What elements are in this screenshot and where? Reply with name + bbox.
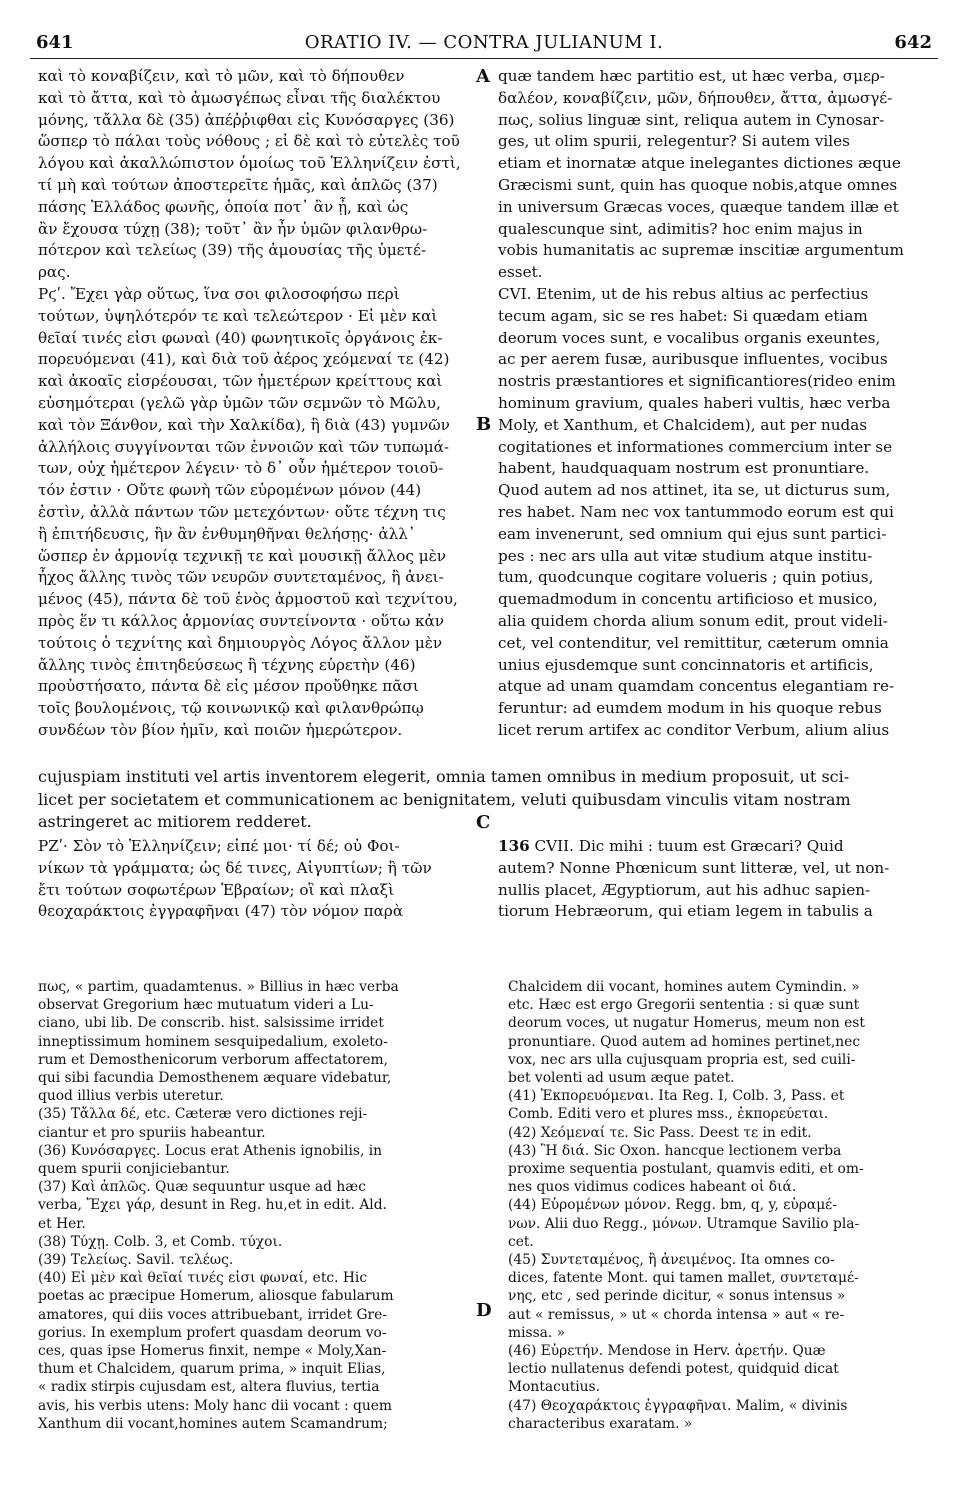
- latin-text-section-1: quæ tandem hæc partitio est, ut hæc verba, σμερ- δαλέον, κοναβίζειν, μῶν, δήπουθεν, ἄττα, ἀμωσγέ- πως, solius linguæ sint, reliqua autem in Cynosar- ges, ut olim spurii, relegentur? Si autem viles etiam et inornatæ atque inelegantes dictiones æque Græcismi sunt, quin has quoque nobis,atque omnes in universum Græcas voces, quæque tandem illæ et qualescunque sint, adimitis? hoc enim majus in vobis humanitatis ac supremæ inscitiæ argumentum esset. CVI. Etenim, ut de his rebus altius ac perfectius tecum agam, sic se res habet: Si quædam etiam deorum voces sunt, e vocalibus organis exeuntes, ac per aerem fusæ, auribusque influentes, vocibus nostris præstantiores et significantiores(rideo enim hominum gravium, quales haberi vultis, hæc verba Moly, et Xanthum, et Chalcidem), aut per nudas cogitationes et informationes commercium inter se habent, haudquaquam nostrum est pronuntiare. Quod autem ad nos attinet, ita se, ut dicturus sum, res habet. Nam nec vox tantummodo eorum est qui eam invenerunt, sed omnium qui ejus sunt partici- pes : nec ars ulla aut vitæ studium atque institu- tum, quodcunque cogitare volueris ; quin potius, quemadmodum in concentu artificioso et musico, alia quidem chorda alium sonum edit, prout videli- cet, vel contenditur, vel remittitur, cæterum omnia unius ejusdemque sunt concinnatoris et artificis, atque ad unam quamdam concentus elegantiam re- feruntur: ad eumdem modum in his quoque rebus licet rerum artifex ac conditor Verbum, alium alius: [498, 67, 904, 739]
- margin-letter-a: A: [476, 66, 490, 87]
- column-number: 136: [498, 837, 530, 855]
- latin-text-section-2-body: CVII. Dic mihi : tuum est Græcari? Quid autem? Nonne Phœnicum sunt litteræ, vel, ut non- nullis placet, Ægyptiorum, aut his adhuc sapien- tiorum Hebræorum, qui etiam legem in tabulis a: [498, 837, 890, 921]
- latin-text-section-2: [498, 836, 936, 923]
- footnotes-left-column: πως, « partim, quadamtenus. » Billius in hæc verba observat Gregorium hæc mutuatum videri a Lu- ciano, ubi lib. De conscrib. hist. salsissime irridet inneptissimum hominem sesquipedalium, exoleto- rum et Demosthenicorum verborum affectatorem, qui sibi facundia Demosthenem æquare videbatur, quod illius verbis uteretur. (35) Τἄλλα δέ, etc. Cæteræ vero dictiones reji- ciantur et pro spuriis habeantur. (36) Κυνόσαργες. Locus erat Athenis ignobilis, in quem spurii conjiciebantur. (37) Καὶ ἁπλῶς. Quæ sequuntur usque ad hæc verba, Ἔχει γάρ, desunt in Reg. hu,et in edit. Ald. et Her. (38) Τύχῃ. Colb. 3, et Comb. τύχοι. (39) Τελείως. Savil. τελέως. (40) Εἰ μὲν καὶ θεῖαί τινές εἰσι φωναί, etc. Hic poetas ac præcipue Homerum, aliosque fabularum amatores, qui diis voces attribuebant, irridet Gre- gorius. In exemplum profert quasdam deorum vo- ces, quas ipse Homerus finxit, nempe « Moly,Xan- thum et Chalcidem, quarum prima, » inquit Elias, « radix stirpis cujusdam est, altera fluvius, tertia avis, his verbis utens: Moly hanc dii vocant : quem Xanthum dii vocant,homines autem Scamandrum;: [38, 979, 399, 1432]
- latin-full-width-continuation: cujuspiam instituti vel artis inventorem elegerit, omnia tamen omnibus in medium proposuit, ut sci- licet per societatem et communicationem ac benignitatem, veluti quibusdam vinculis vitam nostram astringeret ac mitiorem redderet.: [38, 767, 851, 831]
- margin-letter-b: B: [476, 414, 492, 435]
- page-header: [30, 32, 938, 59]
- footnotes-right-column: Chalcidem dii vocant, homines autem Cymindin. » etc. Hæc est ergo Gregorii sententia : si quæ sunt deorum voces, ut nugatur Homerus, meum non est pronuntiare. Quod autem ad homines pertinet,nec vox, nec ars ulla cujusquam propria est, sed cuili- bet volenti ad usum æque patet. (41) Ἐκπορευόμεναι. Ita Reg. I, Colb. 3, Pass. et Comb. Editi vero et plures mss., ἐκπορεύεται. (42) Χεόμεναί τε. Sic Pass. Deest τε in edit. (43) Ἢ διά. Sic Oxon. hancque lectionem verba proxime sequentia postulant, quamvis editi, et om- nes quos vidimus codices habeant οἱ διά. (44) Εὑρομένων μόνον. Regg. bm, q, y, εὑραμέ- νων. Alii duo Regg., μόνων. Utramque Savilio pla- cet. (45) Συντεταμένος, ἢ ἀνειμένος. Ita omnes co- dices, fatente Mont. qui tamen mallet, συντεταμέ- νης, etc , sed perinde dicitur, « sonus intensus » aut « remissus, » ut « chorda intensa » aut « re- missa. » (46) Εὑρετήν. Mendose in Herv. ἀρετήν. Quæ lectio nullatenus defendi potest, quidquid dicat Montacutius. (47) Θεοχαράκτοις ἐγγραφῆναι. Malim, « divinis characteribus exaratam. »: [508, 979, 865, 1432]
- page-number-right: 642: [894, 32, 932, 53]
- margin-letter-c: C: [476, 812, 491, 833]
- page-number-left: 641: [36, 32, 74, 53]
- greek-text-section-2: ΡΖʹ· Σὸν τὸ Ἑλληνίζειν; εἰπέ μοι· τί δέ; οὐ Φοι- νίκων τὰ γράμματα; ὡς δέ τινες, Αἰγυπτίων; ἢ τῶν ἔτι τούτων σοφωτέρων Ἑβραίων; οἳ καὶ πλαξὶ θεοχαράκτοις ἐγγραφῆναι (47) τὸν νόμον παρὰ: [38, 837, 432, 921]
- margin-letter-d: D: [476, 1300, 492, 1321]
- greek-text-section-1: καὶ τὸ κοναβίζειν, καὶ τὸ μῶν, καὶ τὸ δήπουθεν καὶ τὸ ἄττα, καὶ τὸ ἀμωσγέπως εἶναι τῆς διαλέκτου μόνης, τἄλλα δὲ (35) ἀπέῤῥιφθαι εἰς Κυνόσαργες (36) ὥσπερ τὸ πάλαι τοὺς νόθους ; εἰ δὲ καὶ τὸ εὐτελὲς τοῦ λόγου καὶ ἀκαλλώπιστον ὁμοίως τοῦ Ἑλληνίζειν ἐστὶ, τί μὴ καὶ τούτων ἀποστερεῖτε ἡμᾶς, καὶ ἁπλῶς (37) πάσης Ἑλλάδος φωνῆς, ὁποία ποτ᾽ ἂν ᾖ, καὶ ὡς ἂν ἔχουσα τύχῃ (38); τοῦτ᾽ ἂν ἦν ὑμῶν φιλανθρω- πότερον καὶ τελείως (39) τῆς ἀμουσίας τῆς ὑμετέ- ρας. Ρϛʹ. Ἔχει γὰρ οὕτως, ἵνα σοι φιλοσοφήσω περὶ τούτων, ὑψηλότερόν τε καὶ τελεώτερον · Εἰ μὲν καὶ θεῖαί τινές εἰσι φωναὶ (40) φωνητικοῖς ὀργάνοις ἐκ- πορευόμεναι (41), καὶ διὰ τοῦ ἀέρος χεόμεναί τε (42) καὶ ἀκοαῖς εἰσρέουσαι, τῶν ἡμετέρων κρείττους καὶ εὐσημότεραι (γελῶ γὰρ ὑμῶν τῶν σεμνῶν τὸ Μῶλυ, καὶ τὸν Ξάνθον, καὶ τὴν Χαλκίδα), ἢ διὰ (43) γυμνῶν ἀλλήλοις συγγίνονται τῶν ἐννοιῶν καὶ τῶν τυπωμά- των, οὐχ ἡμέτερον λέγειν· τὸ δ᾽ οὖν ἡμέτερον τοιοῦ- τόν ἐστιν · Οὔτε φωνὴ τῶν εὑρομένων μόνον (44) ἐστὶν, ἀλλὰ πάντων τῶν μετεχόντων· οὔτε τέχνη τις ἢ ἐπιτήδευσις, ἣν ἂν ἐνθυμηθῆναι θελήσῃς· ἀλλ᾽ ὥσπερ ἐν ἁρμονίᾳ τεχνικῇ τε καὶ μουσικῇ ἄλλος μὲν ἦχος ἄλλης τινὸς τῶν νευρῶν συντεταμένος, ἢ ἀνει- μένος (45), πάντα δὲ τοῦ ἑνὸς ἁρμοστοῦ καὶ τεχνίτου, πρὸς ἕν τι κάλλος ἁρμονίας συντείνοντα · οὕτω κἀν τούτοις ὁ τεχνίτης καὶ δημιουργὸς Λόγος ἄλλον μὲν ἄλλης τινὸς ἐπιτηδεύσεως ἢ τέχνης εὑρετὴν (46) προὐστήσατο, πάντα δὲ εἰς μέσον προὔθηκε πᾶσι τοῖς βουλομένοις, τῷ κοινωνικῷ καὶ φιλανθρώπῳ συνδέων τὸν βίον ἡμῖν, καὶ ποιῶν ἡμερώτερον.: [38, 67, 461, 739]
- running-title: ORATIO IV. — CONTRA JULIANUM I.: [304, 32, 664, 53]
